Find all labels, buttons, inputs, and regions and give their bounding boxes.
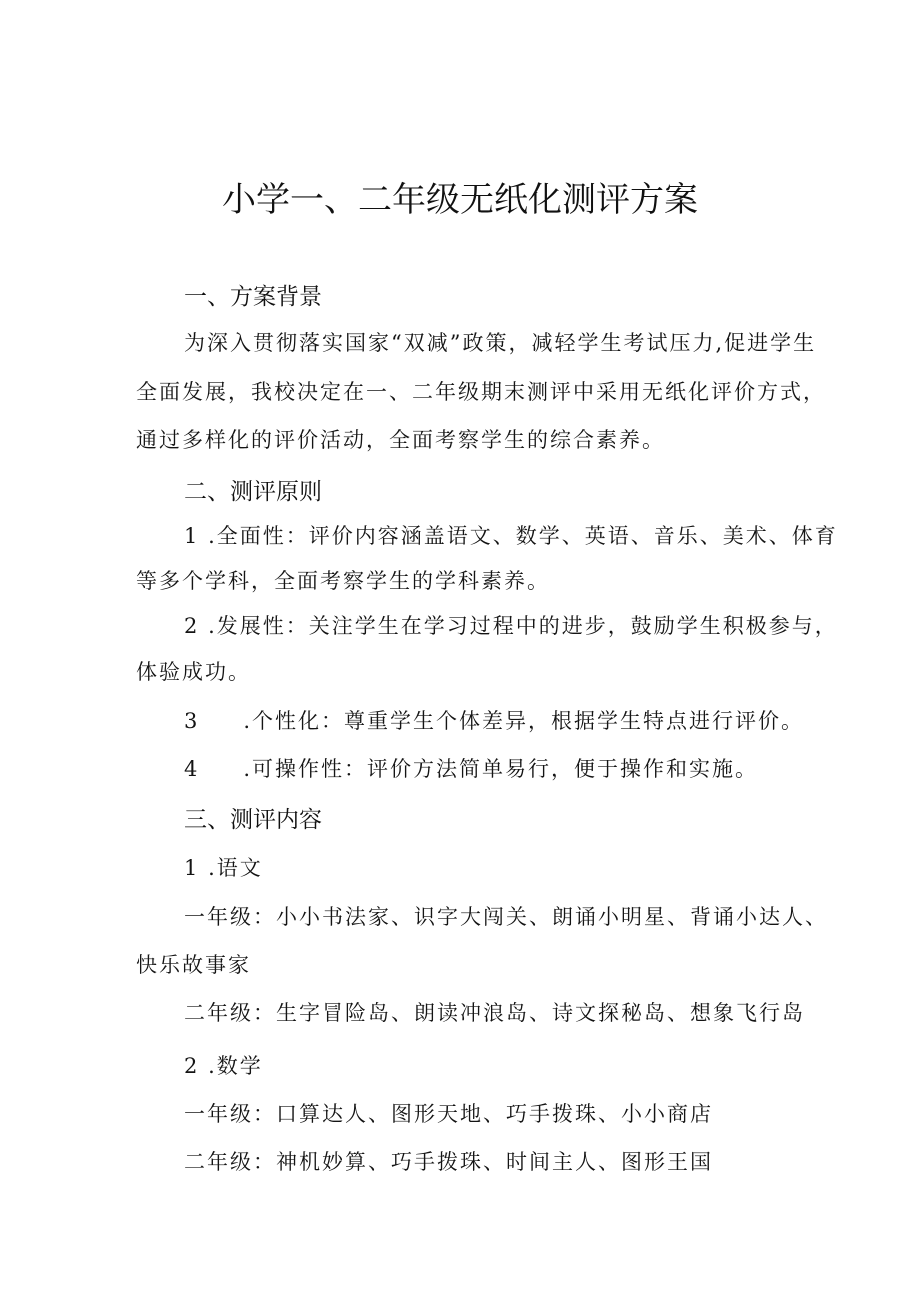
principle-item-4 xyxy=(184,754,758,784)
principle-text: .个性化：尊重学生个体差异，根据学生特点进行评价。 xyxy=(243,709,805,733)
grade-activities: 二年级：生字冒险岛、朗读冲浪岛、诗文探秘岛、想象飞行岛 xyxy=(184,1001,805,1025)
principle-text: .发展性：关注学生在学习过程中的进步，鼓励学生积极参与， xyxy=(208,614,838,638)
section-heading-content: 三、测评内容 xyxy=(184,807,322,833)
list-number: 3 xyxy=(184,709,200,733)
principle-text: .全面性：评价内容涵盖语文、数学、英语、音乐、美术、体育 xyxy=(208,524,838,548)
list-number: 2 xyxy=(184,1054,200,1078)
principle-item-1 xyxy=(184,521,838,551)
list-number: 1 xyxy=(184,856,200,880)
paragraph-line: 为深入贯彻落实国家“双减”政策，减轻学生考试压力,促进学生 xyxy=(184,331,817,355)
subject-label: .数学 xyxy=(208,1054,263,1078)
grade-activities: 快乐故事家 xyxy=(136,953,251,977)
grade-activities: 一年级：口算达人、图形天地、巧手拨珠、小小商店 xyxy=(184,1102,713,1126)
paragraph-line: 通过多样化的评价活动，全面考察学生的综合素养。 xyxy=(136,428,665,452)
principle-item-3 xyxy=(184,706,804,736)
subject-chinese xyxy=(184,853,263,883)
grade-activities: 一年级：小小书法家、识字大闯关、朗诵小明星、背诵小达人、 xyxy=(184,905,828,929)
principle-item-2 xyxy=(184,611,838,641)
paragraph-line: 体验成功。 xyxy=(136,660,251,684)
principle-text: .可操作性：评价方法简单易行，便于操作和实施。 xyxy=(243,757,759,781)
subject-label: .语文 xyxy=(208,856,263,880)
list-number: 4 xyxy=(184,757,200,781)
section-heading-background: 一、方案背景 xyxy=(184,284,322,310)
section-heading-principles: 二、测评原则 xyxy=(184,479,322,505)
paragraph-line: 等多个学科，全面考察学生的学科素养。 xyxy=(136,569,550,593)
grade-activities: 二年级：神机妙算、巧手拨珠、时间主人、图形王国 xyxy=(184,1150,713,1174)
list-number: 2 xyxy=(184,614,200,638)
paragraph-line: 全面发展，我校决定在一、二年级期末测评中采用无纸化评价方式， xyxy=(136,380,826,404)
list-number: 1 xyxy=(184,524,200,548)
subject-math xyxy=(184,1051,263,1081)
document-title: 小学一、二年级无纸化测评方案 xyxy=(222,180,698,220)
